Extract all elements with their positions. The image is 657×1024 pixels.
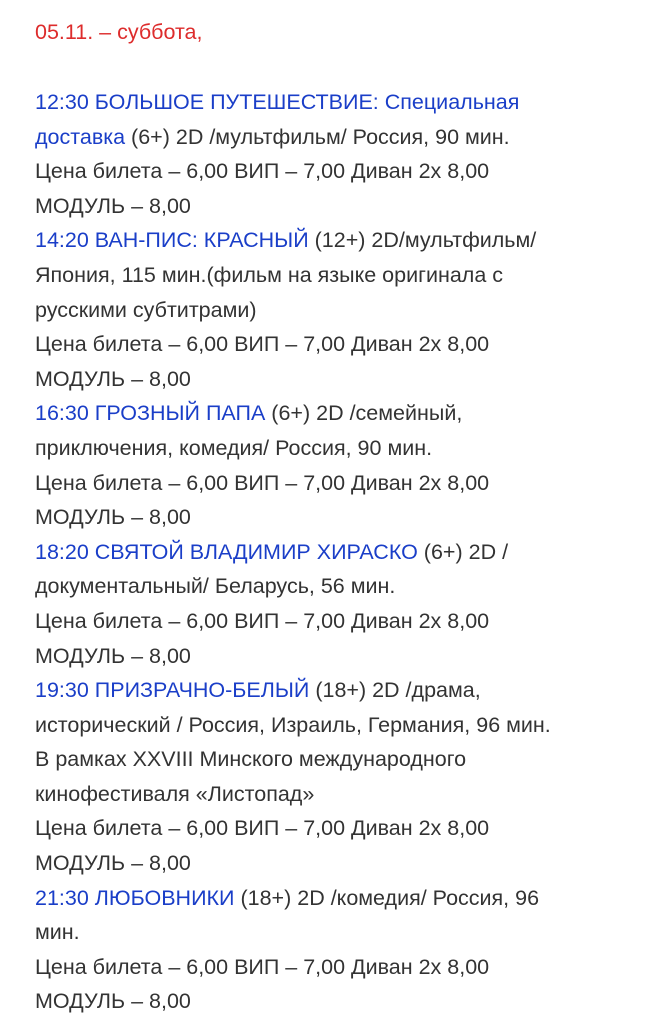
schedule-line	[35, 777, 645, 812]
schedule-line	[35, 535, 645, 570]
schedule-line	[35, 189, 645, 224]
schedule-line	[35, 639, 645, 674]
film-details-text: (6+) 2D /семейный,	[265, 401, 463, 426]
schedule-line	[35, 708, 645, 743]
schedule-list	[35, 85, 645, 1019]
film-details-text: мин.	[35, 920, 80, 945]
film-details-text: Цена билета – 6,00 ВИП – 7,00 Диван 2х 8,00	[35, 608, 490, 633]
schedule-line	[35, 120, 645, 155]
film-details-text: (6+) 2D /	[417, 539, 509, 564]
film-details-text: (18+) 2D /драма,	[309, 678, 481, 703]
schedule-line	[35, 673, 645, 708]
schedule-line	[35, 811, 645, 846]
schedule-line	[35, 466, 645, 501]
film-details-text: Япония, 115 мин.(фильм на языке оригинала с	[35, 262, 504, 287]
schedule-line	[35, 984, 645, 1019]
film-title-link[interactable]: 16:30 ГРОЗНЫЙ ПАПА	[35, 401, 266, 426]
schedule-line	[35, 881, 645, 916]
schedule-line	[35, 327, 645, 362]
schedule-line	[35, 258, 645, 293]
film-details-text: Цена билета – 6,00 ВИП – 7,00 Диван 2х 8,00	[35, 470, 490, 495]
film-details-text: русскими субтитрами)	[35, 297, 257, 322]
schedule-line	[35, 569, 645, 604]
film-title-link[interactable]: 12:30 БОЛЬШОЕ ПУТЕШЕСТВИЕ: Специальная	[35, 90, 520, 114]
film-details-text: исторический / Россия, Израиль, Германия, 96 мин.	[35, 712, 551, 737]
film-details-text: Цена билета – 6,00 ВИП – 7,00 Диван 2х 8,00	[35, 954, 490, 979]
film-title-link[interactable]: 18:20 СВЯТОЙ ВЛАДИМИР ХИРАСКО	[35, 539, 418, 564]
film-details-text: (6+) 2D /мультфильм/ Россия, 90 мин.	[125, 124, 510, 149]
schedule-line	[35, 604, 645, 639]
film-title-link[interactable]: 21:30 ЛЮБОВНИКИ	[35, 885, 235, 910]
film-details-text: (18+) 2D /комедия/ Россия, 96	[234, 885, 540, 910]
schedule-line	[35, 85, 645, 120]
film-title-link[interactable]: доставка	[35, 124, 126, 149]
film-details-text: В рамках XXVIII Минского международного	[35, 747, 467, 772]
film-details-text: приключения, комедия/ Россия, 90 мин.	[35, 435, 433, 460]
schedule-line	[35, 396, 645, 431]
schedule-line	[35, 154, 645, 189]
schedule-line	[35, 742, 645, 777]
film-details-text: МОДУЛЬ – 8,00	[35, 643, 191, 668]
film-details-text: МОДУЛЬ – 8,00	[35, 366, 191, 391]
schedule-line	[35, 223, 645, 258]
schedule-line	[35, 500, 645, 535]
schedule-line	[35, 915, 645, 950]
film-details-text: документальный/ Беларусь, 56 мин.	[35, 574, 396, 599]
film-title-link[interactable]: 14:20 ВАН-ПИС: КРАСНЫЙ	[35, 228, 309, 253]
schedule-line	[35, 846, 645, 881]
date-heading: 05.11. – суббота,	[35, 20, 203, 44]
schedule-line	[35, 362, 645, 397]
film-details-text: Цена билета – 6,00 ВИП – 7,00 Диван 2х 8,00	[35, 159, 490, 184]
film-details-text: кинофестиваля «Листопад»	[35, 781, 315, 806]
film-details-text: МОДУЛЬ – 8,00	[35, 989, 191, 1014]
film-title-link[interactable]: 19:30 ПРИЗРАЧНО-БЕЛЫЙ	[35, 678, 310, 703]
film-details-text: МОДУЛЬ – 8,00	[35, 193, 191, 218]
schedule-line	[35, 431, 645, 466]
film-details-text: Цена билета – 6,00 ВИП – 7,00 Диван 2х 8,00	[35, 332, 490, 357]
film-details-text: МОДУЛЬ – 8,00	[35, 851, 191, 876]
schedule-line	[35, 293, 645, 328]
film-details-text: МОДУЛЬ – 8,00	[35, 505, 191, 530]
film-details-text: (12+) 2D/мультфильм/	[308, 228, 537, 253]
film-details-text: Цена билета – 6,00 ВИП – 7,00 Диван 2х 8,00	[35, 816, 490, 841]
schedule-line	[35, 950, 645, 985]
